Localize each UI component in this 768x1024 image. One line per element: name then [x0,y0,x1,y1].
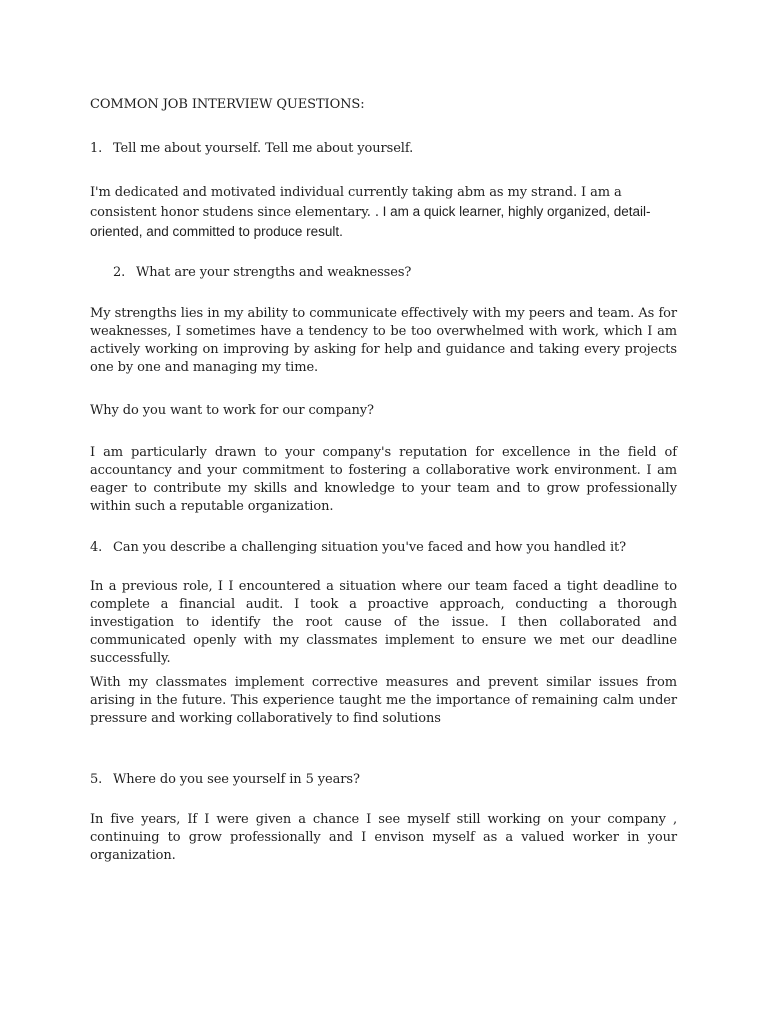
question-2-number: 2. [113,265,126,280]
document-title: COMMON JOB INTERVIEW QUESTIONS: [90,97,365,112]
question-3: Why do you want to work for our company? [90,403,374,418]
question-4-number: 4. [90,540,103,555]
answer-1 [90,182,677,241]
question-2 [113,264,411,282]
answer-1-part-2: I am a quick learner, highly organized, detail-oriented, and committed to produce result. [90,204,651,239]
question-5-number: 5. [90,772,103,787]
question-2-text: What are your strengths and weaknesses? [136,265,412,280]
question-4-text: Can you describe a challenging situation you've faced and how you handled it? [113,540,626,555]
question-4 [90,539,626,557]
answer-4-paragraph-1: In a previous role, I I encountered a situation where our team faced a tight deadline to complete a financial audit. I took a proactive approach, conducting a thorough investigation to identify the root cause of the issue. I then collaborated and communicated openly with my classmates implement to ensure we met our deadline successfully. [90,579,677,666]
answer-1-part-1: I'm dedicated and motivated individual currently taking abm as my strand. I am a consistent honor studens since elementary. . [90,185,622,220]
answer-2: My strengths lies in my ability to communicate effectively with my peers and team. As for weaknesses, I sometimes have a tendency to be too overwhelmed with work, which I am actively working on improving by asking for help and guidance and taking every projects one by one and managing my time. [90,306,677,375]
question-5 [90,771,360,789]
answer-4-paragraph-2: With my classmates implement corrective measures and prevent similar issues from arising in the future. This experience taught me the importance of remaining calm under pressure and working collaboratively to find solutions [90,675,677,726]
question-1-text: Tell me about yourself. Tell me about yourself. [113,141,414,156]
question-1-number: 1. [90,141,103,156]
answer-5: In five years, If I were given a chance I see myself still working on your company , continuing to grow professionally and I envison myself as a valued worker in your organization. [90,812,677,863]
question-5-text: Where do you see yourself in 5 years? [113,772,360,787]
question-1 [90,140,413,158]
answer-3: I am particularly drawn to your company's reputation for excellence in the field of accountancy and your commitment to fostering a collaborative work environment. I am eager to contribute my skills and knowledge to your team and to grow professionally within such a reputable organization. [90,445,677,514]
